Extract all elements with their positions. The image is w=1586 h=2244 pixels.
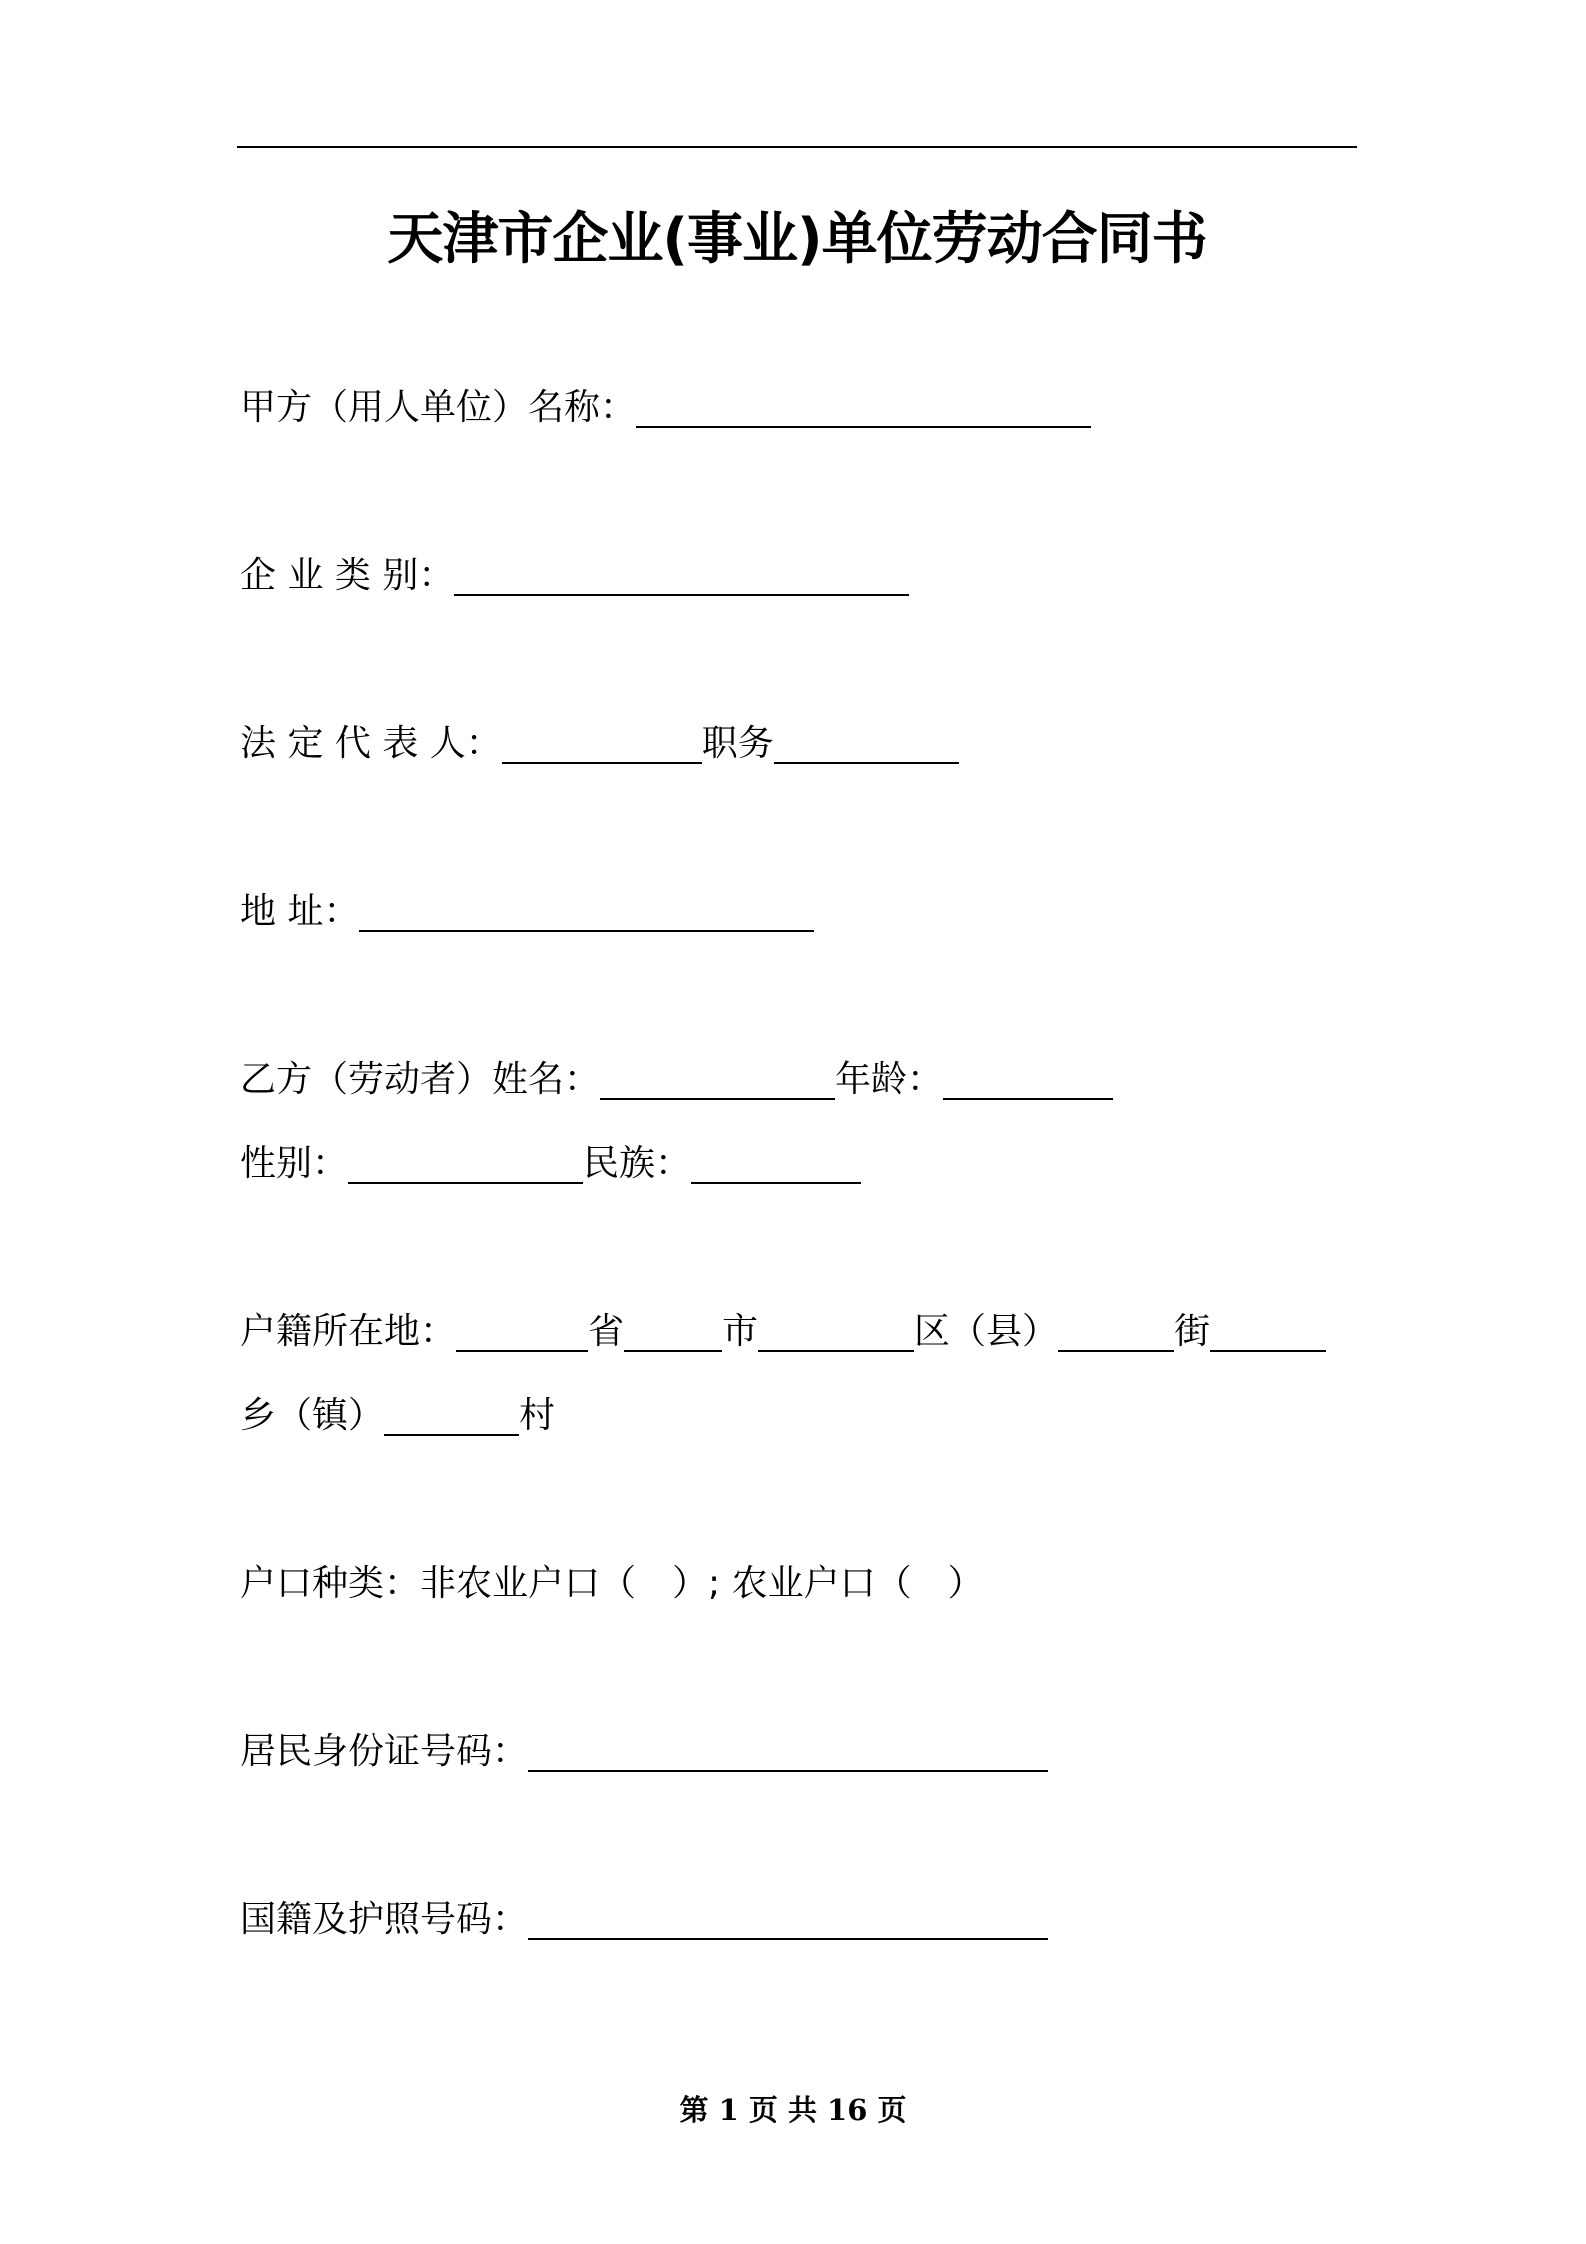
legal-rep-row <box>240 716 959 772</box>
address-label: 地 址： <box>240 891 360 932</box>
party-b-label: 乙方（劳动者）姓名： <box>240 1059 601 1100</box>
hukou-type-row <box>240 1556 984 1612</box>
district-field[interactable] <box>758 1306 914 1352</box>
document-title: 天津市企业(事业)单位劳动合同书 <box>387 207 1207 272</box>
province-label: 省 <box>588 1311 625 1352</box>
address-row <box>240 884 814 940</box>
party-a-row <box>240 380 1091 436</box>
page-number: 第 1 页 共 16 页 <box>679 2093 907 2127</box>
legal-rep-field[interactable] <box>502 718 702 764</box>
party-a-label: 甲方（用人单位）名称： <box>240 387 637 428</box>
enterprise-type-row <box>240 548 909 604</box>
age-field[interactable] <box>943 1054 1113 1100</box>
id-card-row <box>240 1724 1048 1780</box>
passport-field[interactable] <box>528 1894 1048 1940</box>
domicile-row <box>240 1304 1326 1360</box>
party-a-name-field[interactable] <box>636 382 1091 428</box>
township-row <box>240 1388 555 1444</box>
id-card-label: 居民身份证号码： <box>240 1731 529 1772</box>
street-field[interactable] <box>1058 1306 1174 1352</box>
ethnicity-field[interactable] <box>691 1138 861 1184</box>
hukou-type-label: 户口种类：非农业户口（ ）; 农业户口（ ） <box>240 1563 984 1604</box>
party-b-row <box>240 1052 1113 1108</box>
passport-label: 国籍及护照号码： <box>240 1899 529 1940</box>
position-field[interactable] <box>774 718 959 764</box>
village-label: 村 <box>519 1395 556 1436</box>
gender-label: 性别： <box>240 1143 349 1184</box>
city-label: 市 <box>722 1311 759 1352</box>
party-b-name-field[interactable] <box>600 1054 835 1100</box>
header-rule <box>237 146 1357 148</box>
province-field[interactable] <box>456 1306 588 1352</box>
district-label: 区（县） <box>914 1311 1059 1352</box>
gender-row <box>240 1136 861 1192</box>
enterprise-type-label: 企 业 类 别： <box>240 555 455 596</box>
legal-rep-label: 法 定 代 表 人： <box>240 723 502 764</box>
enterprise-type-field[interactable] <box>454 550 909 596</box>
village-field[interactable] <box>384 1390 519 1436</box>
id-card-field[interactable] <box>528 1726 1048 1772</box>
township-field[interactable] <box>1210 1306 1326 1352</box>
ethnicity-label: 民族： <box>583 1143 692 1184</box>
passport-row <box>240 1892 1048 1948</box>
domicile-label: 户籍所在地： <box>240 1311 457 1352</box>
township-label: 乡（镇） <box>240 1395 385 1436</box>
address-field[interactable] <box>359 886 814 932</box>
street-label: 街 <box>1174 1311 1211 1352</box>
city-field[interactable] <box>624 1306 722 1352</box>
position-label: 职务 <box>701 723 774 764</box>
age-label: 年龄： <box>835 1059 944 1100</box>
gender-field[interactable] <box>348 1138 583 1184</box>
